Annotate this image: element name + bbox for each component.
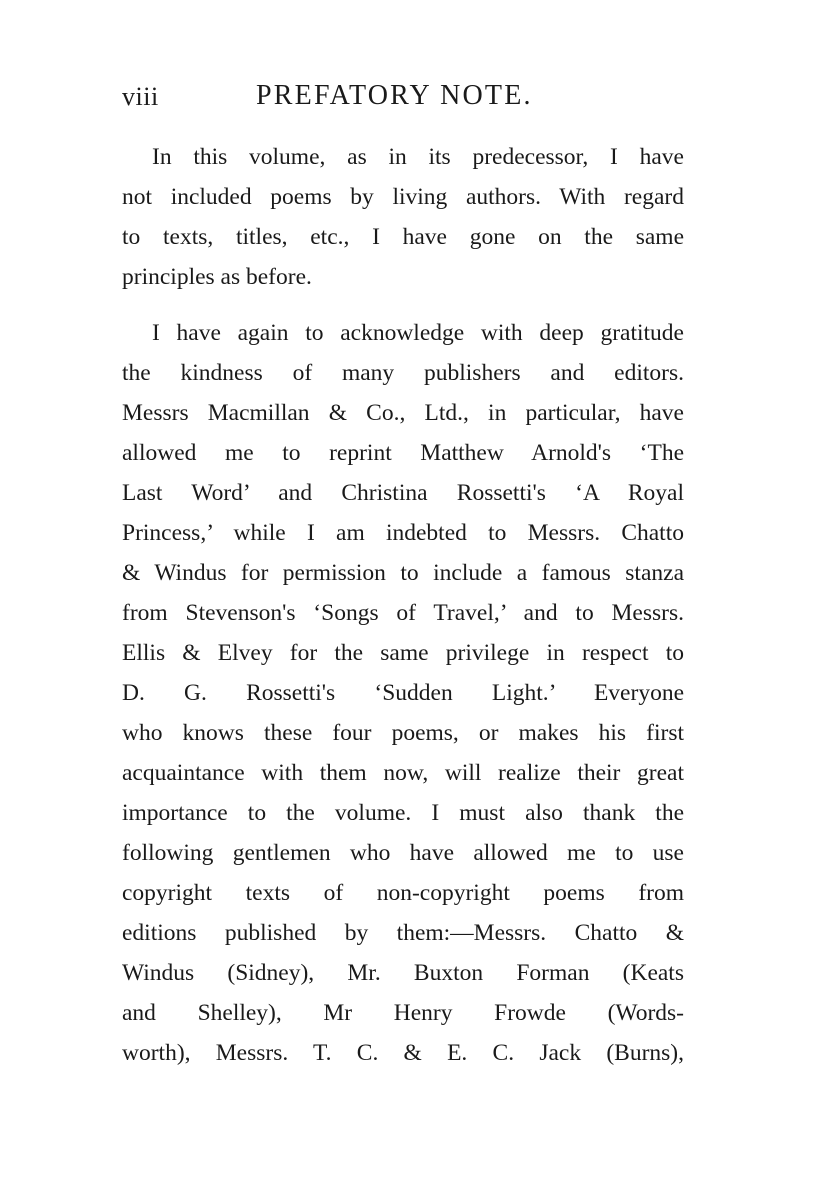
text-line: who knows these four poems, or makes his first: [122, 720, 684, 746]
text-line: copyright texts of non-copyright poems from: [122, 880, 684, 906]
text-line: to texts, titles, etc., I have gone on the same: [122, 224, 684, 250]
text-line: Last Word’ and Christina Rossetti's ‘A Royal: [122, 480, 684, 506]
text-line: acquaintance with them now, will realize their great: [122, 760, 684, 786]
text-line: D. G. Rossetti's ‘Sudden Light.’ Everyone: [122, 680, 684, 706]
text-line: from Stevenson's ‘Songs of Travel,’ and to Messrs.: [122, 600, 684, 626]
page-header: [122, 80, 684, 116]
text-line: principles as before.: [122, 264, 312, 290]
text-line: Messrs Macmillan & Co., Ltd., in particular, have: [122, 400, 684, 426]
text-line: Ellis & Elvey for the same privilege in respect to: [122, 640, 684, 666]
text-line: Windus (Sidney), Mr. Buxton Forman (Keats: [122, 960, 684, 986]
text-line: allowed me to reprint Matthew Arnold's ‘The: [122, 440, 684, 466]
text-line: editions published by them:—Messrs. Chatto &: [122, 920, 684, 946]
text-line: I have again to acknowledge with deep gratitude: [152, 320, 684, 346]
running-title: PREFATORY NOTE.: [256, 80, 533, 111]
paragraph-1: [122, 137, 684, 297]
paragraph-2: [122, 313, 684, 1073]
text-line: the kindness of many publishers and editors.: [122, 360, 684, 386]
text-line: and Shelley), Mr Henry Frowde (Words-: [122, 1000, 684, 1026]
text-line: following gentlemen who have allowed me to use: [122, 840, 684, 866]
text-line: importance to the volume. I must also thank the: [122, 800, 684, 826]
text-line: In this volume, as in its predecessor, I have: [152, 144, 684, 170]
text-line: & Windus for permission to include a famous stanza: [122, 560, 684, 586]
text-line: not included poems by living authors. With regard: [122, 184, 684, 210]
text-line: Princess,’ while I am indebted to Messrs. Chatto: [122, 520, 684, 546]
text-line: worth), Messrs. T. C. & E. C. Jack (Burns),: [122, 1040, 684, 1066]
page-number: viii: [122, 82, 159, 111]
